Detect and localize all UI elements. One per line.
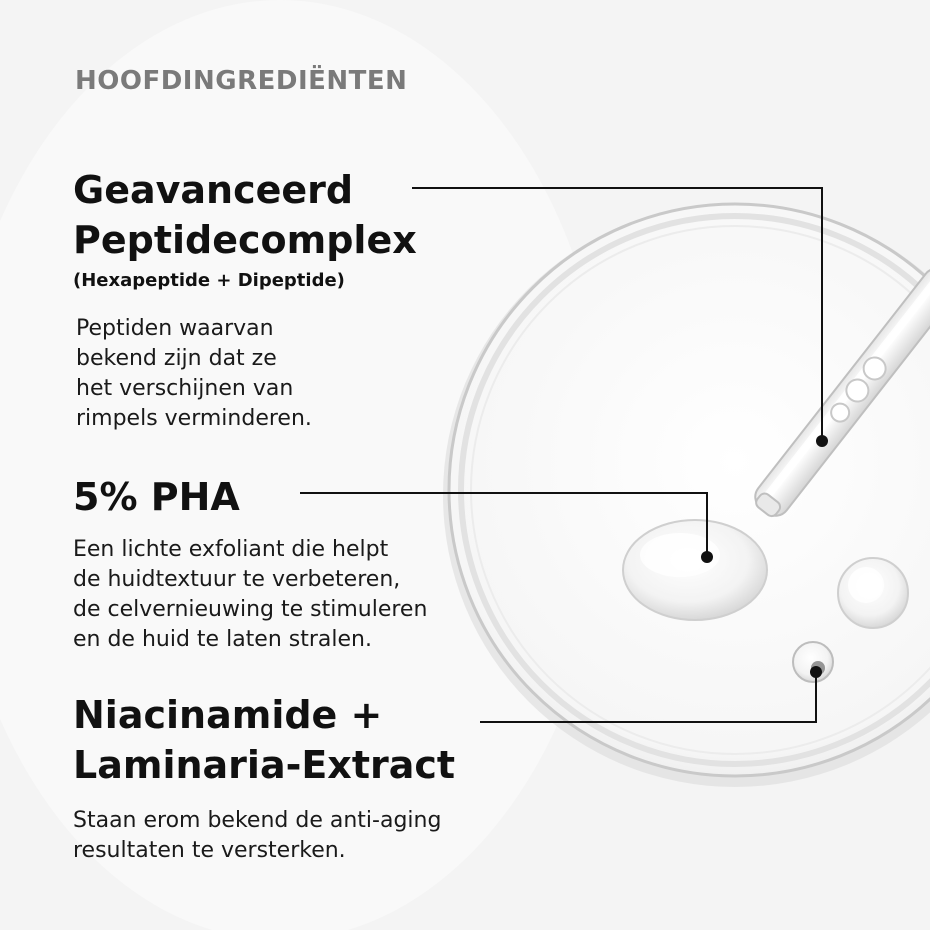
ingredient-subtitle-peptide: (Hexapeptide + Dipeptide) (73, 270, 345, 291)
ingredient-description-niacinamide (73, 806, 441, 866)
callout-dot-pha (701, 551, 713, 563)
desc-line: bekend zijn dat ze (76, 346, 277, 371)
ingredient-title-niacinamide (73, 690, 455, 790)
section-label: HOOFDINGREDIËNTEN (75, 66, 408, 96)
desc-line: de celvernieuwing te stimuleren (73, 597, 428, 622)
ingredient-title-pha (73, 472, 240, 522)
callout-dot-niacinamide (810, 666, 822, 678)
callout-dot-peptide (816, 435, 828, 447)
desc-line: Peptiden waarvan (76, 316, 274, 341)
ingredient-title-peptide (73, 165, 417, 265)
desc-line: Staan erom bekend de anti-aging (73, 808, 442, 833)
desc-line: resultaten te versterken. (73, 838, 346, 863)
title-line: 5% PHA (73, 475, 240, 519)
title-line: Peptidecomplex (73, 218, 417, 262)
title-line: Geavanceerd (73, 168, 354, 212)
desc-line: en de huid te laten stralen. (73, 627, 372, 652)
ingredient-description-peptide (76, 314, 312, 434)
ingredient-description-pha (73, 535, 427, 655)
desc-line: rimpels verminderen. (76, 406, 312, 431)
desc-line: de huidtextuur te verbeteren, (73, 567, 401, 592)
desc-line: Een lichte exfoliant die helpt (73, 537, 389, 562)
desc-line: het verschijnen van (76, 376, 294, 401)
title-line: Niacinamide + (73, 693, 383, 737)
title-line: Laminaria-Extract (73, 743, 456, 787)
